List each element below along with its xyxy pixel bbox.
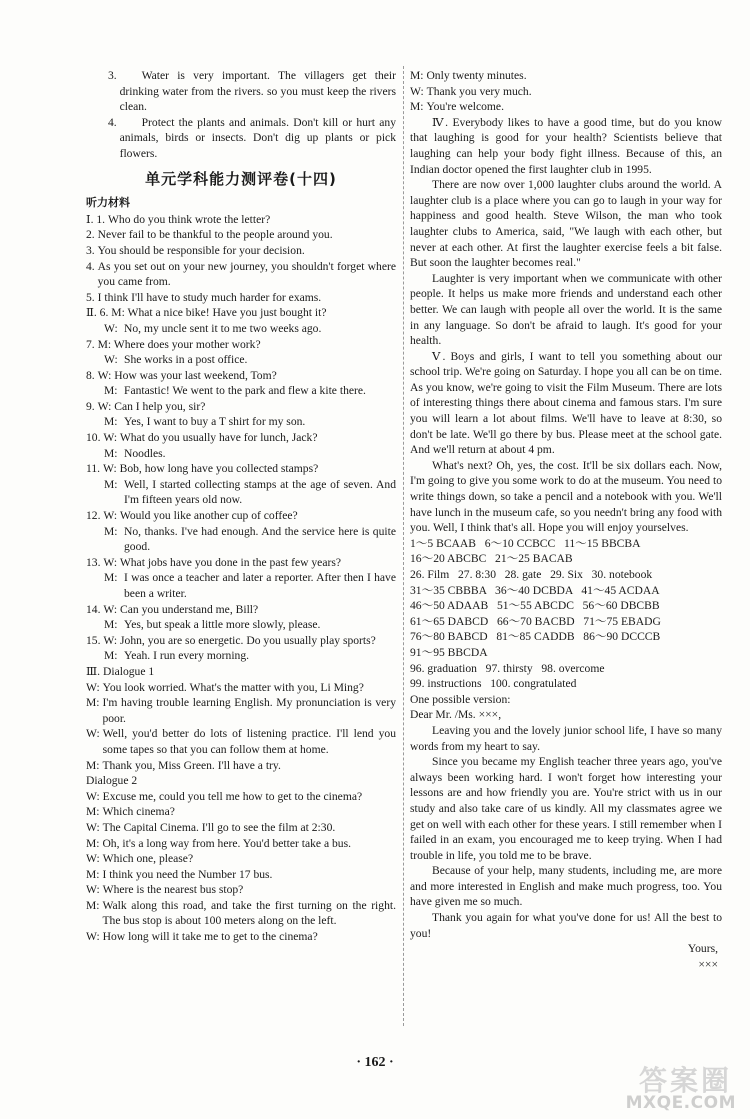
line-text: Fantastic! We went to the park and flew a kite there.	[124, 384, 366, 398]
speaker-label: M:	[104, 618, 121, 632]
transcript-line	[86, 851, 396, 867]
speaker-label: 4.	[108, 115, 120, 129]
transcript-line	[86, 758, 396, 774]
speaker-label: M:	[86, 758, 103, 772]
dialogue-continuation	[410, 68, 722, 115]
speaker-label: 11.	[86, 462, 103, 476]
answer-line: 26. Film 27. 8:30 28. gate 29. Six 30. notebook	[410, 568, 653, 581]
line-text: Well, I started collecting stamps at the age of seven. And I'm fifteen years old now.	[124, 477, 396, 507]
section-heading: 单元学科能力测评卷(十四)	[145, 169, 337, 188]
line-text: As you set out on your new journey, you shouldn't forget where you came from.	[97, 259, 396, 289]
speaker-label: M:	[86, 805, 103, 819]
version-label: One possible version:	[410, 692, 511, 706]
letter-paragraph: Leaving you and the lovely junior school life, I have so many words from my heart to say.	[410, 723, 722, 753]
speaker-label: M:	[104, 477, 121, 491]
transcript-line	[86, 898, 396, 929]
speaker-label: W:	[104, 353, 121, 367]
transcript-line	[86, 212, 396, 228]
speaker-label: 5.	[86, 290, 98, 304]
speaker-label: W:	[86, 789, 103, 803]
transcript-line	[86, 882, 396, 898]
answer-line: 99. instructions 100. congratulated	[410, 677, 577, 691]
speaker-label: W:	[410, 84, 427, 98]
speaker-label: 8.	[86, 368, 98, 382]
line-text: I was once a teacher and later a reporter. After then I have been a writer.	[124, 571, 396, 600]
answer-line: 31～35 CBBBA 36～40 DCBDA 41～45 ACDAA	[410, 583, 660, 597]
transcript-line	[86, 555, 396, 571]
line-text: W: What jobs have you done in the past few years?	[103, 555, 341, 569]
transcript-paragraph: Ⅴ. Boys and girls, I want to tell you something about our school trip. We're going on Saturday. I hope you all can be on time. As you know, we're going to visit the Film Museum. There are lots of interesting things there about cinema and famous stars. I'm sure you will learn a lot about films. We'll have to leave at 8:30, so don't be late. We'll go there by bus. Please meet at the school gate. And we'll return at about 4 pm.	[410, 349, 722, 457]
letter-paragraph: Thank you again for what you've done for us! All the best to you!	[410, 911, 722, 940]
transcript-line	[410, 99, 722, 115]
transcript-line	[86, 305, 396, 321]
monologue-transcripts	[410, 115, 722, 536]
speaker-label: 12.	[86, 509, 104, 523]
line-text: Thank you very much.	[426, 84, 532, 98]
speaker-label: 14.	[86, 602, 104, 616]
speaker-label: W:	[86, 883, 103, 897]
transcript-line	[86, 820, 396, 836]
answer-line: 16～20 ABCBC 21～25 BACAB	[410, 552, 573, 566]
answer-line: 61～65 DABCD 66～70 BACBD 71～75 EBADG	[410, 614, 661, 628]
speaker-label: M:	[86, 867, 103, 881]
line-text: Yeah. I run every morning.	[124, 649, 250, 663]
line-text: W: John, you are so energetic. Do you usually play sports?	[103, 633, 376, 647]
speaker-label: M:	[86, 696, 103, 710]
transcript-line	[86, 259, 396, 290]
line-text: Walk along this road, and take the first turning on the right. The bus stop is about 100 meters along on the left.	[102, 898, 396, 928]
line-text: Well, you'd better do lots of listening practice. I'll lend you some tapes so that you can follow them at home.	[102, 727, 396, 756]
line-text: W: Can I help you, sir?	[97, 399, 206, 413]
letter-paragraph: Because of your help, many students, including me, are more and more interested in English and make much progress, too. You have given me so much.	[410, 864, 722, 909]
speaker-label: 2.	[86, 228, 98, 242]
line-text: I'm having trouble learning English. My pronunciation is very poor.	[102, 696, 396, 725]
speaker-label: W:	[86, 820, 103, 834]
speaker-label: 7.	[86, 337, 98, 351]
transcript-line	[86, 446, 396, 462]
answer-line: 46～50 ADAAB 51～55 ABCDC 56～60 DBCBB	[410, 599, 660, 613]
line-text: Only twenty minutes.	[426, 69, 527, 82]
line-text: Thank you, Miss Green. I'll have a try.	[102, 758, 281, 772]
watermark-cn-text: 答案圈	[638, 1064, 732, 1097]
speaker-label: 3.	[86, 243, 98, 257]
transcript-line	[86, 368, 396, 384]
transcript-line	[86, 836, 396, 852]
line-text: Where is the nearest bus stop?	[102, 883, 244, 897]
watermark-logo	[588, 1057, 738, 1113]
transcript-line	[86, 804, 396, 820]
answer-key	[410, 536, 722, 692]
line-text: You look worried. What's the matter with you, Li Ming?	[102, 680, 364, 694]
transcript-line	[86, 383, 396, 399]
right-column	[410, 68, 722, 972]
speaker-label: W:	[86, 930, 103, 944]
transcript-line	[86, 290, 396, 306]
transcript-line	[86, 399, 396, 415]
transcript-line	[86, 524, 396, 555]
transcript-line	[410, 84, 722, 100]
transcript-paragraph: Laughter is very important when we communicate with other people. It helps us make more friends and understand each other better. We can laugh with people all over the world. It is the same in any language. So don't be afraid to laugh. It's good for your health.	[410, 271, 722, 348]
line-text: I think you need the Number 17 bus.	[102, 867, 273, 881]
transcript-line	[86, 664, 396, 680]
speaker-label: M:	[104, 446, 121, 460]
transcript-line	[86, 508, 396, 524]
line-text: W: Can you understand me, Bill?	[103, 602, 259, 616]
transcript-line	[86, 477, 396, 508]
speaker-label: 10.	[86, 431, 104, 445]
line-text: Noodles.	[124, 446, 166, 460]
left-column	[86, 68, 396, 945]
transcript-line	[86, 115, 396, 162]
transcript-line	[86, 680, 396, 696]
speaker-label: Ⅲ.	[86, 664, 103, 678]
speaker-label: 4.	[86, 259, 98, 273]
sample-letter	[410, 723, 722, 941]
speaker-label: M:	[104, 524, 121, 538]
line-text: Oh, it's a long way from here. You'd better take a bus.	[102, 836, 352, 850]
line-text: I think I'll have to study much harder for exams.	[97, 290, 322, 304]
transcript-line	[86, 648, 396, 664]
line-text: The Capital Cinema. I'll go to see the film at 2:30.	[102, 820, 336, 834]
speaker-label: W:	[104, 321, 121, 335]
line-text: M: Where does your mother work?	[97, 337, 261, 351]
speaker-label: 13.	[86, 555, 104, 569]
speaker-label: W:	[86, 852, 103, 866]
transcript-line	[86, 602, 396, 618]
transcript-line	[86, 430, 396, 446]
letter-closing: Yours,	[687, 942, 718, 956]
listening-material-label: 听力材料	[86, 196, 130, 210]
speaker-label: M:	[104, 384, 121, 398]
line-text: Which cinema?	[102, 805, 175, 819]
page-number: · 162 ·	[356, 1055, 394, 1070]
speaker-label: M:	[86, 898, 103, 912]
speaker-label: Ⅰ. 1.	[86, 212, 108, 226]
transcript-line	[86, 726, 396, 757]
speaker-label: 15.	[86, 633, 104, 647]
line-text: W: Would you like another cup of coffee?	[103, 509, 298, 523]
line-text: You should be responsible for your decision.	[97, 243, 305, 257]
speaker-label: M:	[86, 836, 103, 850]
transcript-line	[86, 570, 396, 601]
answer-line: 1～5 BCAAB 6～10 CCBCC 11～15 BBCBA	[410, 536, 641, 550]
answer-line: 96. graduation 97. thirsty 98. overcome	[410, 661, 605, 675]
letter-paragraph: Since you became my English teacher three years ago, you've always been working hard. I won't forget how interesting your lessons are and how friendly you are. You're strict with us in our study and also take care of us kindly. All my classmates agree we get on well with each other for these years. I still remember when I failed in an exam, you encouraged me to keep trying. When I had trouble in life, you told me to be brave.	[410, 755, 722, 862]
speaker-label: W:	[86, 727, 103, 741]
line-text: Which one, please?	[102, 852, 194, 866]
column-divider	[403, 66, 404, 1026]
transcript-line	[86, 929, 396, 945]
speaker-label: M:	[104, 571, 121, 585]
line-text: W: How was your last weekend, Tom?	[97, 368, 277, 382]
speaker-label: M:	[104, 649, 121, 663]
letter-signature: ×××	[698, 957, 718, 971]
transcript-line	[410, 68, 722, 84]
previous-answer-section	[86, 68, 396, 162]
line-text: No, thanks. I've had enough. And the service here is quite good.	[124, 524, 396, 554]
speaker-label: M:	[410, 100, 427, 114]
transcript-paragraph: What's next? Oh, yes, the cost. It'll be six dollars each. Now, I'm going to give you some work to do at the museum. You need to write things down, so take a pencil and a notebook with you. We'll have lunch in the museum cafe, so you needn't bring any food with you. Well, I think that's all. Hope you will enjoy yourselves.	[410, 458, 722, 535]
line-text: Yes, but speak a little more slowly, please.	[124, 618, 321, 632]
transcript-line	[86, 867, 396, 883]
transcript-paragraph: Ⅳ. Everybody likes to have a good time, but do you know that laughing is good for your health? Scientists believe that laughing can help your body fight illness. Because of this, an Indian doctor opened the first laughter club in 1995.	[410, 115, 722, 176]
line-text: She works in a post office.	[124, 353, 248, 367]
letter-salutation: Dear Mr. /Ms. ×××,	[410, 708, 502, 722]
answer-line: 76～80 BABCD 81～85 CADDB 86～90 DCCCB	[410, 630, 661, 644]
transcript-line	[86, 337, 396, 353]
line-text: Dialogue 2	[86, 774, 138, 788]
line-text: No, my uncle sent it to me two weeks ago.	[124, 321, 322, 335]
transcript-line	[86, 321, 396, 337]
speaker-label: 9.	[86, 399, 98, 413]
line-text: W: Bob, how long have you collected stamps?	[102, 462, 319, 476]
speaker-label: W:	[86, 680, 103, 694]
transcript-line	[86, 633, 396, 649]
line-text: M: What a nice bike! Have you just bought it?	[111, 306, 327, 320]
line-text: You're welcome.	[426, 100, 504, 114]
transcript-line	[86, 773, 396, 789]
line-text: How long will it take me to get to the cinema?	[102, 930, 318, 944]
transcript-line	[86, 352, 396, 368]
transcript-line	[86, 68, 396, 115]
speaker-label: Ⅱ. 6.	[86, 306, 112, 320]
line-text: Protect the plants and animals. Don't kill or hurt any animals, birds or insects. Don't dig up plants or pick flowers.	[119, 115, 396, 160]
speaker-label: M:	[410, 69, 427, 82]
line-text: Yes, I want to buy a T shirt for my son.	[124, 415, 306, 429]
transcript-line	[86, 695, 396, 726]
transcript-line	[86, 243, 396, 259]
answer-line: 91～95 BBCDA	[410, 645, 488, 659]
watermark-url-text: MXQE.COM	[625, 1093, 736, 1113]
transcript-line	[86, 617, 396, 633]
speaker-label: M:	[104, 415, 121, 429]
line-text: Water is very important. The villagers get their drinking water from the rivers. so you must keep the rivers clean.	[119, 69, 396, 114]
line-text: W: What do you usually have for lunch, Jack?	[103, 431, 318, 445]
transcript-line	[86, 227, 396, 243]
line-text: Never fail to be thankful to the people around you.	[97, 228, 333, 242]
speaker-label: 3.	[108, 69, 120, 82]
transcript-line	[86, 414, 396, 430]
line-text: Excuse me, could you tell me how to get to the cinema?	[102, 789, 363, 803]
transcript-line	[86, 461, 396, 477]
transcript-line	[86, 789, 396, 805]
listening-transcript	[86, 212, 396, 945]
transcript-paragraph: There are now over 1,000 laughter clubs around the world. A laughter club is a place where you can go to laugh in your way for happiness and good health. Steve Wilson, the man who took laughter clubs to America, said, "We laugh with each other, but never at each other. At first the laughter exercise feels a bit false. But soon the laughter becomes real."	[410, 178, 722, 270]
line-text: Dialogue 1	[102, 664, 155, 678]
line-text: Who do you think wrote the letter?	[107, 212, 271, 226]
